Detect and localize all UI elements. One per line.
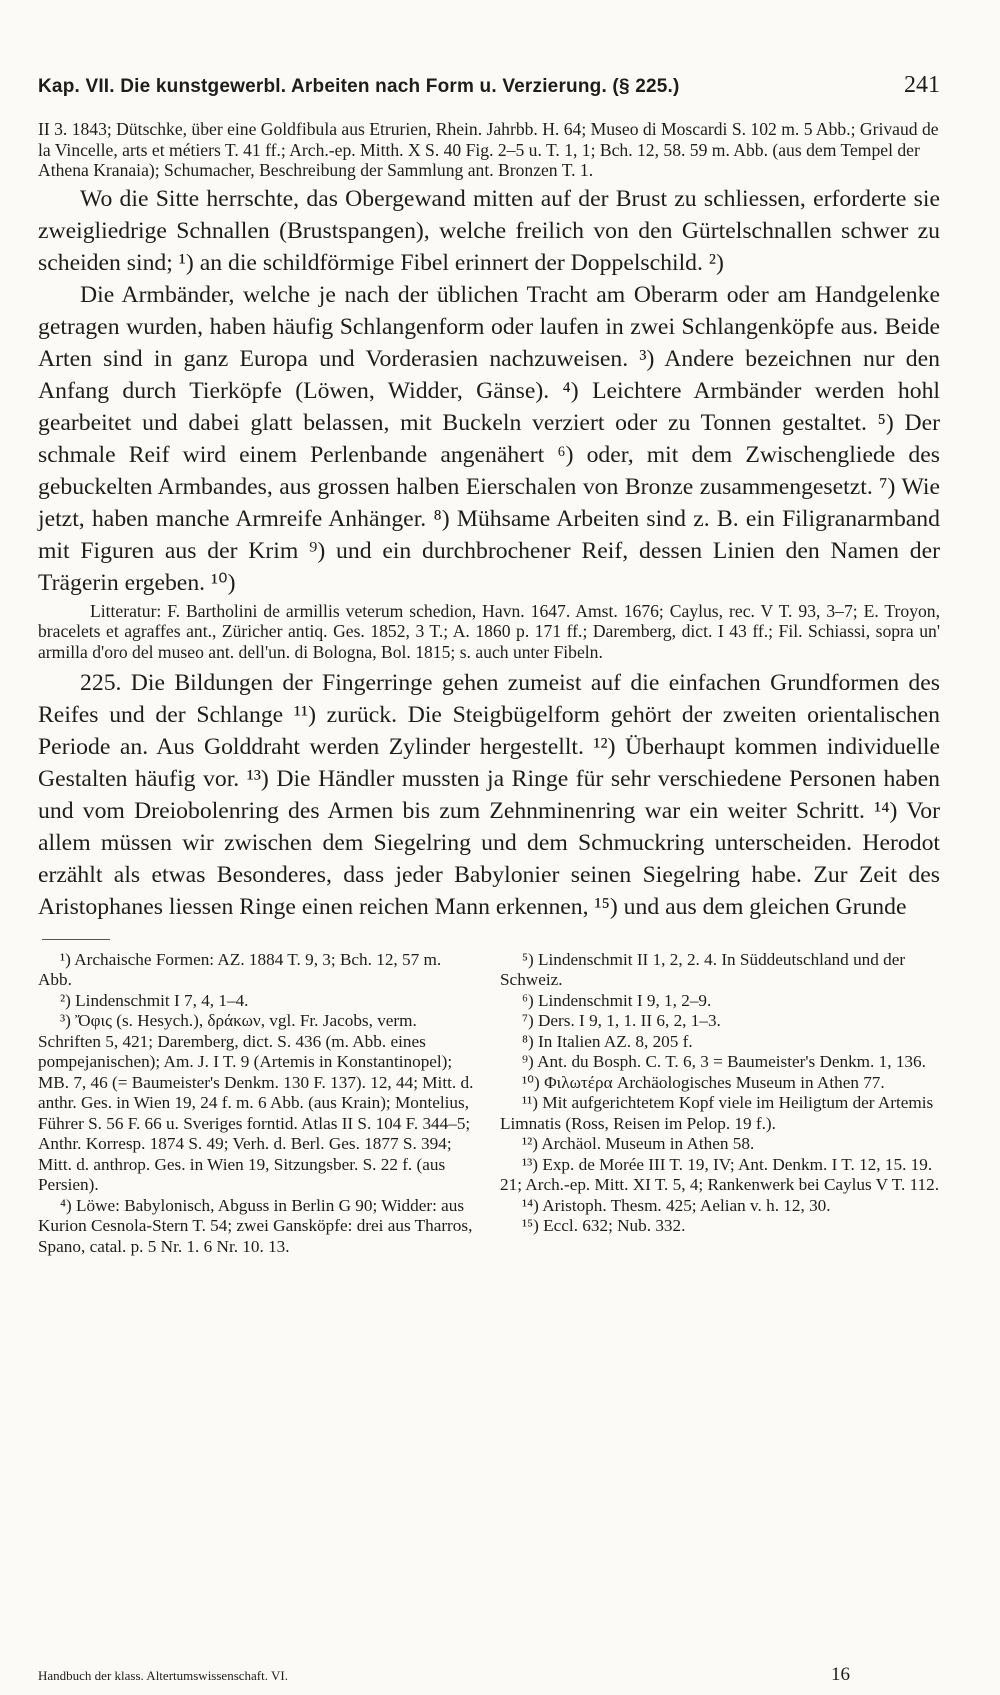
footnote-2: ²) Lindenschmit I 7, 4, 1–4. [60,990,249,1010]
chapter-title: Kap. VII. Die kunstgewerbl. Arbeiten nach Form u. Verzierung. (§ 225.) [38,76,680,97]
paragraph-brustspangen: Wo die Sitte herrschte, das Obergewand mitten auf der Brust zu schliessen, erforderte sie zweigliedrige Schnallen (Brustspangen), welche freilich von den Gürtelschnallen schwer zu scheiden sind; ¹) an die schildförmige Fibel erinnert der Doppelschild. ²) [38,185,940,276]
book-series-note: Handbuch der klass. Altertumswissenschaft. VI. [38,1668,288,1683]
signature-mark: 16 [831,1664,850,1685]
footnote-3: ³) Ὄφις (s. Hesych.), δράκων, vgl. Fr. Jacobs, verm. Schriften 5, 421; Daremberg, dict. S. 436 (m. Abb. eines pompejanischen); Am. J. I T. 9 (Artemis in Konstantinopel); MB. 7, 46 (= Baumeister's Denkm. 130 F. 137). 12, 44; Mitt. d. anthr. Ges. in Wien 19, 24 f. m. 6 Abb. (aus Krain); Montelius, Führer S. 56 F. 66 u. Sveriges forntid. Atlas II S. 104 F. 344–5; Anthr. Korresp. 1874 S. 49; Verh. d. Berl. Ges. 1877 S. 394; Mitt. d. anthrop. Ges. in Wien 19, Sitzungsber. S. 22 f. (aus Persien). [38,1011,474,1195]
footnote-4: ⁴) Löwe: Babylonisch, Abguss in Berlin G 90; Widder: aus Kurion Cesnola-Stern T. 54; zwei Gansköpfe: drei aus Tharros, Spano, catal. p. 5 Nr. 1. 6 Nr. 10. 13. [38,1195,473,1256]
literature-armbaender: Litteratur: F. Bartholini de armillis veterum schedion, Havn. 1647. Amst. 1676; Caylus, rec. V T. 93, 3–7; E. Troyon, bracelets et agraffes ant., Züricher antiq. Ges. 1852, 3 T.; A. 1860 p. 171 ff.; Daremberg, dict. I 43 ff.; Fil. Schiassi, sopra un' armilla d'oro del museo ant. dell'un. di Bologna, Bol. 1815; s. auch unter Fibeln. [38,600,940,663]
paragraph-armbaender: Die Armbänder, welche je nach der üblichen Tracht am Oberarm oder am Handgelenke getragen wurden, haben häufig Schlangenform oder laufen in zwei Schlangenköpfe aus. Beide Arten sind in ganz Europa und Vorderasien nachzuweisen. ³) Andere bezeichnen nur den Anfang durch Tierköpfe (Löwen, Widder, Gänse). ⁴) Leichtere Armbänder werden hohl gearbeitet und dabei glatt belassen, mit Buckeln verziert oder zu Tonnen gestaltet. ⁵) Der schmale Reif wird einem Perlenbande angenähert ⁶) oder, mit dem Zwischengliede des gebuckelten Armbandes, aus grossen halben Eierschalen von Bronze zusammengesetzt. ⁷) Wie jetzt, haben manche Armreife Anhänger. ⁸) Mühsame Arbeiten sind z. B. ein Filigranarmband mit Figuren aus der Krim ⁹) und ein durchbrochener Reif, dessen Linien den Namen der Trägerin ergeben. ¹⁰) [38,281,940,596]
section-225-paragraph: 225. Die Bildungen der Fingerringe gehen zumeist auf die einfachen Grundformen des Reifes und der Schlange ¹¹) zurück. Die Steigbügelform gehört der zweiten orientalischen Periode an. Aus Golddraht werden Zylinder hergestellt. ¹²) Überhaupt kommen individuelle Gestalten häufig vor. ¹³) Die Händler mussten ja Ringe für sehr verschiedene Personen haben und vom Dreiobolenring des Armen bis zum Zehnminenring war ein weiter Schritt. ¹⁴) Vor allem müssen wir zwischen dem Siegelring und dem Schmuckring unterscheiden. Herodot erzählt als etwas Besonderes, dass jeder Babylonier seinen Siegelring habe. Zur Zeit des Aristophanes liessen Ringe einen reichen Mann erkennen, ¹⁵) und aus dem gleichen Grunde [38,669,940,920]
footnotes-right-column [500,950,940,1258]
footnote-9: ⁹) Ant. du Bosph. C. T. 6, 3 = Baumeister's Denkm. 1, 136. [522,1052,926,1072]
footnote-5: ⁵) Lindenschmit II 1, 2, 2. 4. In Süddeutschland und der Schweiz. [500,949,906,990]
footnote-15: ¹⁵) Eccl. 632; Nub. 332. [522,1216,686,1236]
footnotes-left-column [38,950,478,1258]
footnote-12: ¹²) Archäol. Museum in Athen 58. [522,1134,755,1154]
running-header [38,72,940,99]
footnote-10: ¹⁰) Φιλωτέρα Archäologisches Museum in Athen 77. [522,1072,885,1092]
page-number: 241 [904,72,940,98]
footnote-11: ¹¹) Mit aufgerichtetem Kopf viele im Heiligtum der Artemis Limnatis (Ross, Reisen im Pelop. 19 f.). [500,1093,934,1133]
footnote-14: ¹⁴) Aristoph. Thesm. 425; Aelian v. h. 12, 30. [522,1195,831,1215]
footnote-8: ⁸) In Italien AZ. 8, 205 f. [522,1031,693,1051]
footnote-13: ¹³) Exp. de Morée III T. 19, IV; Ant. Denkm. I T. 12, 15. 19. 21; Arch.-ep. Mitt. XI T. 5, 4; Rankenwerk bei Caylus V T. 112. [500,1154,940,1195]
page-footer [38,1664,940,1686]
footnote-separator [42,939,110,940]
footnote-7: ⁷) Ders. I 9, 1, 1. II 6, 2, 1–3. [522,1011,721,1031]
footnotes [38,950,940,1258]
footnote-1: ¹) Archaische Formen: AZ. 1884 T. 9, 3; Bch. 12, 57 m. Abb. [38,949,442,990]
footnote-6: ⁶) Lindenschmit I 9, 1, 2–9. [522,990,712,1010]
literature-continuation: II 3. 1843; Dütschke, über eine Goldfibula aus Etrurien, Rhein. Jahrbb. H. 64; Museo di Moscardi S. 102 m. 5 Abb.; Grivaud de la Vincelle, arts et métiers T. 41 ff.; Arch.-ep. Mitth. X S. 40 Fig. 2–5 u. T. 1, 1; Bch. 12, 58. 59 m. Abb. (aus dem Tempel der Athena Kranaia); Schumacher, Beschreibung der Sammlung ant. Bronzen T. 1. [38,119,939,180]
